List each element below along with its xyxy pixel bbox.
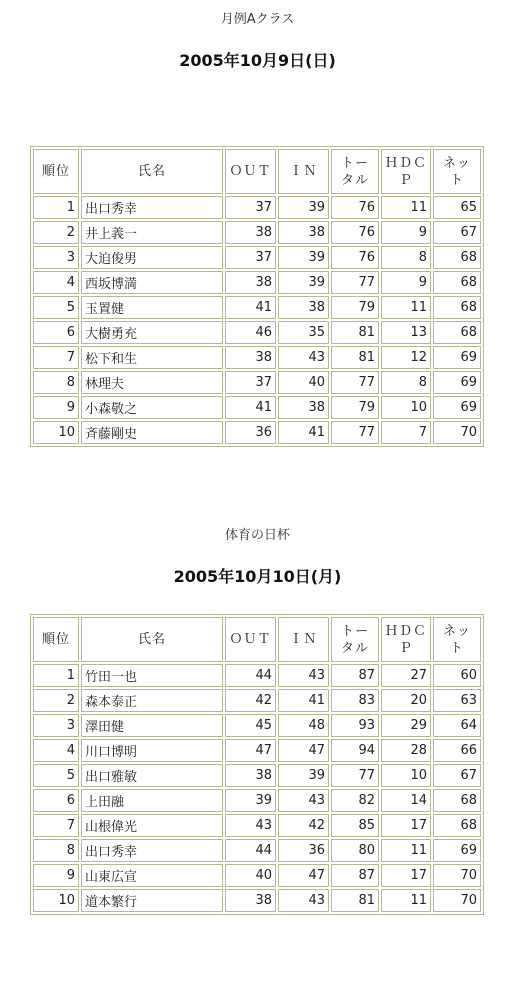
header-hdcp: ＨＤＣＰ <box>381 149 431 194</box>
net-score-cell: 70 <box>433 864 481 887</box>
out-score-cell: 37 <box>225 196 276 219</box>
out-score-cell: 37 <box>225 371 276 394</box>
out-score-cell: 42 <box>225 689 276 712</box>
event-1-date-block <box>0 48 515 71</box>
player-name-cell: 山東広宣 <box>81 864 223 887</box>
net-score-cell: 64 <box>433 714 481 737</box>
net-score-cell: 68 <box>433 246 481 269</box>
event-1-header <box>0 8 515 27</box>
in-score-cell: 48 <box>278 714 329 737</box>
player-name-cell: 井上義一 <box>81 221 223 244</box>
total-score-cell: 77 <box>331 764 379 787</box>
total-score-cell: 85 <box>331 814 379 837</box>
in-score-cell: 36 <box>278 839 329 862</box>
total-score-cell: 80 <box>331 839 379 862</box>
hdcp-cell: 12 <box>381 346 431 369</box>
rank-cell: 10 <box>33 421 79 444</box>
hdcp-cell: 13 <box>381 321 431 344</box>
player-name-cell: 澤田健 <box>81 714 223 737</box>
hdcp-cell: 27 <box>381 664 431 687</box>
hdcp-cell: 17 <box>381 814 431 837</box>
out-score-cell: 43 <box>225 814 276 837</box>
out-score-cell: 41 <box>225 296 276 319</box>
player-name-cell: 斉藤剛史 <box>81 421 223 444</box>
header-in: ＩＮ <box>278 149 329 194</box>
net-score-cell: 69 <box>433 396 481 419</box>
header-rank: 順位 <box>33 149 79 194</box>
in-score-cell: 41 <box>278 421 329 444</box>
rank-cell: 10 <box>33 889 79 912</box>
net-score-cell: 68 <box>433 321 481 344</box>
in-score-cell: 39 <box>278 246 329 269</box>
hdcp-cell: 28 <box>381 739 431 762</box>
hdcp-cell: 11 <box>381 196 431 219</box>
hdcp-cell: 10 <box>381 764 431 787</box>
out-score-cell: 40 <box>225 864 276 887</box>
in-score-cell: 47 <box>278 864 329 887</box>
in-score-cell: 39 <box>278 271 329 294</box>
in-score-cell: 43 <box>278 346 329 369</box>
table-row <box>33 764 481 787</box>
event-caption: 体育の日杯 <box>224 528 290 543</box>
player-name-cell: 西坂博満 <box>81 271 223 294</box>
player-name-cell: 出口秀幸 <box>81 839 223 862</box>
header-in: ＩＮ <box>278 617 329 662</box>
net-score-cell: 67 <box>433 221 481 244</box>
rank-cell: 7 <box>33 346 79 369</box>
event-date: 2005年10月9日(日) <box>179 51 336 70</box>
rank-cell: 8 <box>33 371 79 394</box>
player-name-cell: 出口雅敏 <box>81 764 223 787</box>
out-score-cell: 47 <box>225 739 276 762</box>
player-name-cell: 森本泰正 <box>81 689 223 712</box>
header-total: トータル <box>331 149 379 194</box>
player-name-cell: 道本繁行 <box>81 889 223 912</box>
rank-cell: 8 <box>33 839 79 862</box>
out-score-cell: 38 <box>225 346 276 369</box>
player-name-cell: 松下和生 <box>81 346 223 369</box>
total-score-cell: 77 <box>331 371 379 394</box>
results-table-event-2 <box>30 614 484 915</box>
total-score-cell: 82 <box>331 789 379 812</box>
rank-cell: 1 <box>33 664 79 687</box>
event-2-header <box>0 524 515 543</box>
player-name-cell: 玉置健 <box>81 296 223 319</box>
in-score-cell: 39 <box>278 764 329 787</box>
rank-cell: 9 <box>33 864 79 887</box>
total-score-cell: 76 <box>331 246 379 269</box>
total-score-cell: 94 <box>331 739 379 762</box>
player-name-cell: 上田融 <box>81 789 223 812</box>
in-score-cell: 43 <box>278 789 329 812</box>
event-date: 2005年10月10日(月) <box>173 567 342 586</box>
net-score-cell: 70 <box>433 421 481 444</box>
hdcp-cell: 8 <box>381 371 431 394</box>
total-score-cell: 77 <box>331 271 379 294</box>
in-score-cell: 43 <box>278 664 329 687</box>
rank-cell: 4 <box>33 739 79 762</box>
net-score-cell: 65 <box>433 196 481 219</box>
rank-cell: 5 <box>33 764 79 787</box>
header-net: ネット <box>433 617 481 662</box>
player-name-cell: 竹田一也 <box>81 664 223 687</box>
table-row <box>33 271 481 294</box>
net-score-cell: 69 <box>433 839 481 862</box>
table-row <box>33 221 481 244</box>
rank-cell: 6 <box>33 789 79 812</box>
rank-cell: 2 <box>33 221 79 244</box>
rank-cell: 3 <box>33 714 79 737</box>
out-score-cell: 36 <box>225 421 276 444</box>
net-score-cell: 68 <box>433 789 481 812</box>
hdcp-cell: 20 <box>381 689 431 712</box>
header-name: 氏名 <box>81 617 223 662</box>
in-score-cell: 41 <box>278 689 329 712</box>
net-score-cell: 69 <box>433 346 481 369</box>
player-name-cell: 林理夫 <box>81 371 223 394</box>
out-score-cell: 38 <box>225 221 276 244</box>
results-table-event-1 <box>30 146 484 447</box>
rank-cell: 1 <box>33 196 79 219</box>
table-row <box>33 689 481 712</box>
in-score-cell: 47 <box>278 739 329 762</box>
table-row <box>33 371 481 394</box>
event-2-date-block <box>0 564 515 587</box>
in-score-cell: 40 <box>278 371 329 394</box>
table-row <box>33 739 481 762</box>
total-score-cell: 79 <box>331 396 379 419</box>
in-score-cell: 38 <box>278 396 329 419</box>
table-row <box>33 714 481 737</box>
net-score-cell: 67 <box>433 764 481 787</box>
table-header-row <box>33 149 481 194</box>
hdcp-cell: 7 <box>381 421 431 444</box>
table-row <box>33 789 481 812</box>
total-score-cell: 81 <box>331 321 379 344</box>
rank-cell: 2 <box>33 689 79 712</box>
in-score-cell: 38 <box>278 221 329 244</box>
net-score-cell: 70 <box>433 889 481 912</box>
table-row <box>33 321 481 344</box>
total-score-cell: 77 <box>331 421 379 444</box>
net-score-cell: 68 <box>433 296 481 319</box>
in-score-cell: 42 <box>278 814 329 837</box>
table-row <box>33 246 481 269</box>
out-score-cell: 37 <box>225 246 276 269</box>
total-score-cell: 79 <box>331 296 379 319</box>
net-score-cell: 60 <box>433 664 481 687</box>
player-name-cell: 小森敬之 <box>81 396 223 419</box>
header-name: 氏名 <box>81 149 223 194</box>
out-score-cell: 39 <box>225 789 276 812</box>
net-score-cell: 63 <box>433 689 481 712</box>
hdcp-cell: 8 <box>381 246 431 269</box>
table-row <box>33 346 481 369</box>
rank-cell: 4 <box>33 271 79 294</box>
table-row <box>33 839 481 862</box>
header-hdcp: ＨＤＣＰ <box>381 617 431 662</box>
header-rank: 順位 <box>33 617 79 662</box>
total-score-cell: 87 <box>331 664 379 687</box>
table-header-row <box>33 617 481 662</box>
player-name-cell: 山根偉光 <box>81 814 223 837</box>
out-score-cell: 38 <box>225 271 276 294</box>
in-score-cell: 35 <box>278 321 329 344</box>
total-score-cell: 81 <box>331 346 379 369</box>
hdcp-cell: 9 <box>381 221 431 244</box>
player-name-cell: 出口秀幸 <box>81 196 223 219</box>
header-net: ネット <box>433 149 481 194</box>
hdcp-cell: 11 <box>381 889 431 912</box>
rank-cell: 6 <box>33 321 79 344</box>
hdcp-cell: 14 <box>381 789 431 812</box>
out-score-cell: 46 <box>225 321 276 344</box>
total-score-cell: 76 <box>331 196 379 219</box>
hdcp-cell: 10 <box>381 396 431 419</box>
table-row <box>33 889 481 912</box>
rank-cell: 9 <box>33 396 79 419</box>
in-score-cell: 38 <box>278 296 329 319</box>
net-score-cell: 66 <box>433 739 481 762</box>
in-score-cell: 39 <box>278 196 329 219</box>
header-out: ＯＵＴ <box>225 149 276 194</box>
out-score-cell: 38 <box>225 889 276 912</box>
player-name-cell: 大迫俊男 <box>81 246 223 269</box>
total-score-cell: 81 <box>331 889 379 912</box>
net-score-cell: 68 <box>433 271 481 294</box>
header-total: トータル <box>331 617 379 662</box>
table-row <box>33 396 481 419</box>
net-score-cell: 68 <box>433 814 481 837</box>
out-score-cell: 44 <box>225 839 276 862</box>
rank-cell: 3 <box>33 246 79 269</box>
table-row <box>33 864 481 887</box>
rank-cell: 7 <box>33 814 79 837</box>
out-score-cell: 44 <box>225 664 276 687</box>
hdcp-cell: 11 <box>381 839 431 862</box>
hdcp-cell: 29 <box>381 714 431 737</box>
header-out: ＯＵＴ <box>225 617 276 662</box>
table-row <box>33 296 481 319</box>
total-score-cell: 87 <box>331 864 379 887</box>
out-score-cell: 41 <box>225 396 276 419</box>
out-score-cell: 45 <box>225 714 276 737</box>
hdcp-cell: 11 <box>381 296 431 319</box>
event-caption: 月例Aクラス <box>220 12 295 27</box>
table-row <box>33 814 481 837</box>
player-name-cell: 大樹勇充 <box>81 321 223 344</box>
table-row <box>33 196 481 219</box>
net-score-cell: 69 <box>433 371 481 394</box>
table-row <box>33 421 481 444</box>
out-score-cell: 38 <box>225 764 276 787</box>
table-row <box>33 664 481 687</box>
total-score-cell: 93 <box>331 714 379 737</box>
total-score-cell: 83 <box>331 689 379 712</box>
in-score-cell: 43 <box>278 889 329 912</box>
player-name-cell: 川口博明 <box>81 739 223 762</box>
hdcp-cell: 9 <box>381 271 431 294</box>
rank-cell: 5 <box>33 296 79 319</box>
total-score-cell: 76 <box>331 221 379 244</box>
hdcp-cell: 17 <box>381 864 431 887</box>
